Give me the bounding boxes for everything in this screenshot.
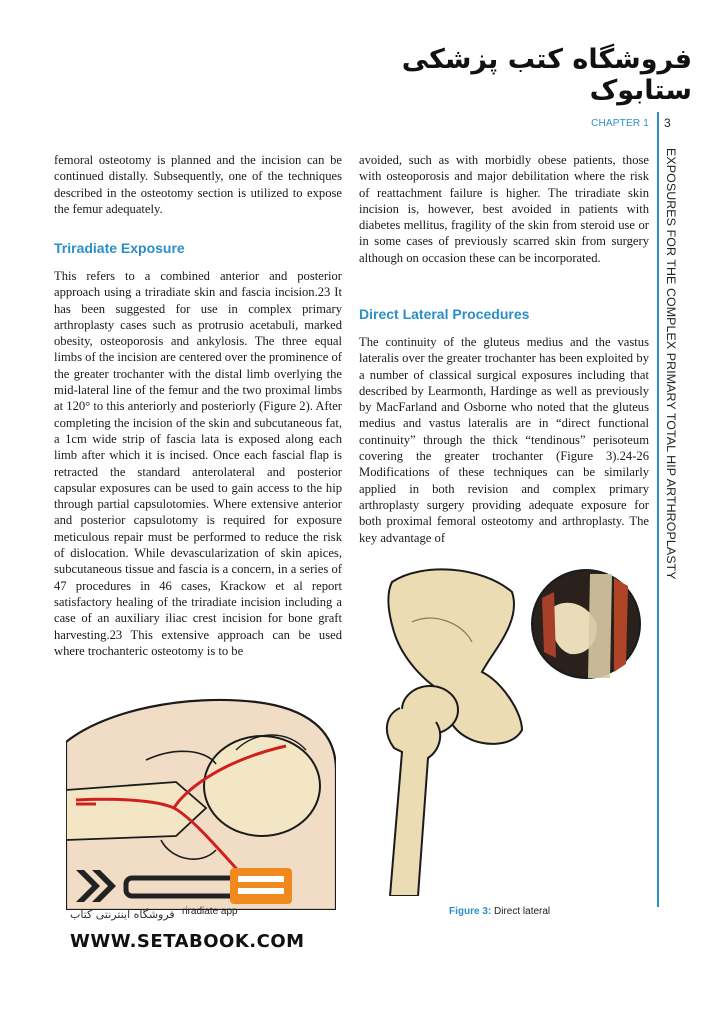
left-para-1: femoral osteotomy is planned and the incision can be continued distally. Subsequently, one of the techniques described in the osteotomy section is utilized to expose the femur adequately. (54, 153, 342, 216)
left-para-2: This refers to a combined anterior and posterior approach using a triradiate skin and fascia incision.23 It has been suggested for use in complex primary arthroplasty cases such as protrusio acetabuli, marked obesity, osteoporosis and ankylosis. The three equal limbs of the incision are centered over the prominence of the greater trochanter with the distal limb overlying the mid-lateral line of the femur and the two proximal limbs at 120° to this anteriorly and posteriorly (Figure 2). After completing the incision of the skin and subcutaneous fat, a 1cm wide strip of fascia lata is exposed along each limb after which it is incised. Once each fascial flap is retracted the standard anterolateral and posterior capsular exposures can be used to gain access to the hip through partial capsulotomies. Where extensive anterior and posterior capsulotomy is required for exposure meticulous repair must be performed to reduce the risk of dislocation. While devascularization of skin apices, subcutaneous tissue and fascia is a concern, in a series of 47 procedures in 46 cases, Krackow et al report satisfactory healing of the triradiate incision including a case of an auxiliary iliac crest incision for bone graft harvesting.23 This extensive approach can be used where trochanteric osteotomy is to be (54, 269, 342, 658)
side-title-text: EXPOSURES FOR THE COMPLEX PRIMARY TOTAL HIP ARTHROPLASTY (664, 148, 678, 580)
figure-3-text: Direct lateral (494, 906, 551, 917)
setabook-logo (70, 864, 300, 908)
figure-3-direct-lateral-illustration (372, 562, 556, 896)
watermark-url: WWW.SETABOOK.COM (70, 931, 305, 952)
figure-3-caption (449, 906, 550, 917)
store-banner: فروشگاه کتب پزشکی ستابوک (401, 44, 692, 106)
watermark-subtitle: فروشگاه اینترنتی کتاب (70, 908, 175, 921)
right-column (359, 152, 649, 266)
figure-3-inset-detail (530, 568, 642, 680)
left-column-body (54, 268, 342, 659)
heading-direct-lateral: Direct Lateral Procedures (359, 306, 530, 322)
page-number: 3 (664, 116, 671, 130)
right-column-body (359, 334, 649, 546)
figure-2-caption-partial: riradiate app (182, 906, 238, 917)
side-title (664, 148, 678, 708)
figure-3-label: Figure 3: (449, 906, 492, 917)
right-para-1: avoided, such as with morbidly obese patients, those with osteoporosis and major debilitation where the risk of reattachment failure is higher. The triradiate skin incision is, however, best avoided in patients with diabetes mellitus, fragility of the skin from steroid use or in some cases of previously scarred skin from surgery although on occasion these can be incorporated. (359, 153, 649, 265)
left-column (54, 152, 342, 217)
margin-rule (657, 112, 659, 907)
heading-triradiate: Triradiate Exposure (54, 240, 185, 256)
right-para-2: The continuity of the gluteus medius and the vastus lateralis over the greater trochanter has been exploited by a number of classical surgical exposures including that described by Learmonth, Hardinge as well as previously by MacFarland and Osborne who noted that the gluteus medius and vastus lateralis are in “direct functional continuity” through the thick “tendinous” perisoteum covering the greater trochanter (Figure 3).24-26 Modifications of these techniques can be similarly applied in both revision and complex primary arthroplasty surgery providing adequate exposure for both proximal femoral osteotomy and arthroplasty. The key advantage of (359, 335, 649, 545)
chapter-label: CHAPTER 1 (591, 118, 649, 129)
